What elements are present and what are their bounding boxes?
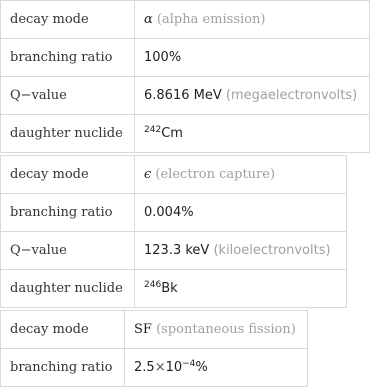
table-row [1, 232, 347, 270]
decay-mode-label: decay mode [1, 156, 135, 194]
branching-ratio-label: branching ratio [1, 194, 135, 232]
decay-mode-value [135, 156, 347, 194]
decay-mode-label: decay mode [1, 311, 125, 349]
table-row [1, 115, 370, 153]
daughter-element-symbol: Cm [161, 126, 183, 141]
daughter-nuclide-label: daughter nuclide [1, 270, 135, 308]
daughter-mass-number: 246 [144, 280, 162, 290]
spontaneous-fission-table [0, 310, 308, 387]
branching-ratio-exponent: −4 [182, 359, 196, 369]
q-value-unit: MeV [193, 88, 222, 103]
branching-ratio-label: branching ratio [1, 39, 135, 77]
branching-ratio-unit: % [195, 360, 208, 375]
q-value-unit: keV [185, 243, 210, 258]
daughter-element-symbol: Bk [161, 281, 178, 296]
branching-ratio-value: 0.004% [135, 194, 347, 232]
table-row [1, 194, 347, 232]
decay-mode-note: (electron capture) [155, 167, 276, 182]
decay-mode-note: (spontaneous fission) [156, 322, 296, 337]
branching-ratio-label: branching ratio [1, 349, 125, 387]
q-value-number: 123.3 [144, 243, 182, 258]
q-value-value [135, 77, 370, 115]
table-row [1, 77, 370, 115]
decay-mode-symbol: ϵ [144, 167, 152, 182]
branching-ratio-value: 100% [135, 39, 370, 77]
q-value-note: (megaelectronvolts) [225, 88, 358, 103]
table-row [1, 39, 370, 77]
table-row [1, 311, 308, 349]
decay-mode-value [125, 311, 308, 349]
q-value-label: Q−value [1, 77, 135, 115]
alpha-decay-table [0, 0, 370, 153]
daughter-nuclide-value [135, 270, 347, 308]
branching-ratio-mantissa: 2.5 [134, 360, 155, 375]
q-value-value [135, 232, 347, 270]
table-row [1, 156, 347, 194]
decay-mode-label: decay mode [1, 1, 135, 39]
daughter-nuclide-label: daughter nuclide [1, 115, 135, 153]
table-row [1, 349, 308, 387]
decay-mode-symbol: α [144, 12, 153, 27]
table-row [1, 1, 370, 39]
decay-mode-note: (alpha emission) [156, 12, 266, 27]
decay-mode-value [135, 1, 370, 39]
daughter-mass-number: 242 [144, 125, 162, 135]
q-value-label: Q−value [1, 232, 135, 270]
electron-capture-table [0, 155, 347, 308]
decay-mode-symbol: SF [134, 322, 152, 337]
q-value-number: 6.8616 [144, 88, 190, 103]
q-value-note: (kiloelectronvolts) [213, 243, 331, 258]
daughter-nuclide-value [135, 115, 370, 153]
branching-ratio-value [125, 349, 308, 387]
times-sign: × [154, 360, 166, 375]
table-row [1, 270, 347, 308]
branching-ratio-base: 10 [165, 360, 183, 375]
